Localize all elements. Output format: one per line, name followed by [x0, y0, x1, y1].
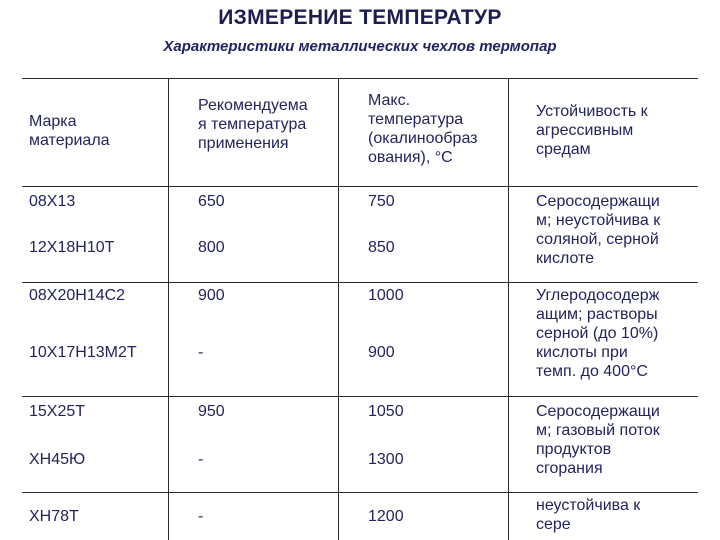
- header-max-line: ования), °С: [368, 149, 453, 166]
- note-line: м; неустойчива к: [536, 212, 661, 229]
- note-line: неустойчива к: [536, 497, 641, 514]
- note-line: ащим; растворы: [536, 306, 658, 323]
- header-material-line: материала: [29, 132, 110, 149]
- cell-max: 1000: [368, 287, 404, 304]
- header-divider: [22, 186, 698, 187]
- cell-recommended: -: [198, 344, 204, 361]
- cell-material: 08Х20Н14С2: [29, 287, 126, 304]
- cell-material: 08Х13: [29, 193, 76, 210]
- column-divider: [338, 78, 339, 540]
- cell-material: 15Х25Т: [29, 403, 86, 420]
- cell-material: 10Х17Н13М2Т: [29, 344, 137, 361]
- cell-max: 850: [368, 239, 395, 256]
- note-line: Серосодержащи: [536, 193, 660, 210]
- note-line: сере: [536, 516, 571, 533]
- header-recommended-line: Рекомендуема: [198, 97, 308, 114]
- cell-recommended: 950: [198, 403, 225, 420]
- cell-max: 1050: [368, 403, 404, 420]
- cell-material: ХН78Т: [29, 508, 79, 525]
- cell-material: ХН45Ю: [29, 451, 86, 468]
- table-top-border: [22, 78, 698, 79]
- header-recommended-line: применения: [198, 135, 289, 152]
- cell-resistance-note: [536, 192, 696, 268]
- header-max-line: Макс.: [368, 92, 411, 109]
- note-line: Углеродосодерж: [536, 287, 660, 304]
- header-resistance-line: Устойчивость к: [536, 103, 648, 120]
- cell-material: 12Х18Н10Т: [29, 239, 115, 256]
- page-subtitle: Характеристики металлических чехлов термопар: [163, 38, 557, 55]
- cell-recommended: -: [198, 508, 204, 525]
- header-material: [29, 112, 165, 150]
- row-divider: [22, 492, 698, 493]
- note-line: м; газовый поток: [536, 422, 660, 439]
- cell-max: 750: [368, 193, 395, 210]
- header-max-line: (окалинообраз: [368, 130, 478, 147]
- note-line: кислоты при: [536, 344, 628, 361]
- row-divider: [22, 282, 698, 283]
- cell-resistance-note: [536, 286, 696, 381]
- cell-recommended: 800: [198, 239, 225, 256]
- note-line: сгорания: [536, 460, 603, 477]
- note-line: соляной, серной: [536, 231, 659, 248]
- cell-max: 900: [368, 344, 395, 361]
- header-max-line: температура: [368, 111, 464, 128]
- page-title: ИЗМЕРЕНИЕ ТЕМПЕРАТУР: [218, 6, 502, 29]
- note-line: Серосодержащи: [536, 403, 660, 420]
- thermocouple-sheath-table: [22, 78, 698, 540]
- cell-resistance-note: [536, 402, 696, 478]
- header-max-temp: [368, 91, 506, 167]
- cell-recommended: 900: [198, 287, 225, 304]
- header-material-line: Марка: [29, 113, 77, 130]
- column-divider: [508, 78, 509, 540]
- header-resistance: [536, 102, 696, 159]
- header-recommended-temp: [198, 96, 336, 153]
- note-line: темп. до 400°С: [536, 363, 648, 380]
- note-line: серной (до 10%): [536, 325, 659, 342]
- column-divider: [168, 78, 169, 540]
- cell-recommended: 650: [198, 193, 225, 210]
- cell-recommended: -: [198, 451, 204, 468]
- header-resistance-line: средам: [536, 141, 591, 158]
- cell-max: 1300: [368, 451, 404, 468]
- header-resistance-line: агрессивным: [536, 122, 634, 139]
- row-divider: [22, 396, 698, 397]
- note-line: продуктов: [536, 441, 612, 458]
- note-line: кислоте: [536, 250, 595, 267]
- header-recommended-line: я температура: [198, 116, 307, 133]
- cell-max: 1200: [368, 508, 404, 525]
- cell-resistance-note: [536, 496, 696, 534]
